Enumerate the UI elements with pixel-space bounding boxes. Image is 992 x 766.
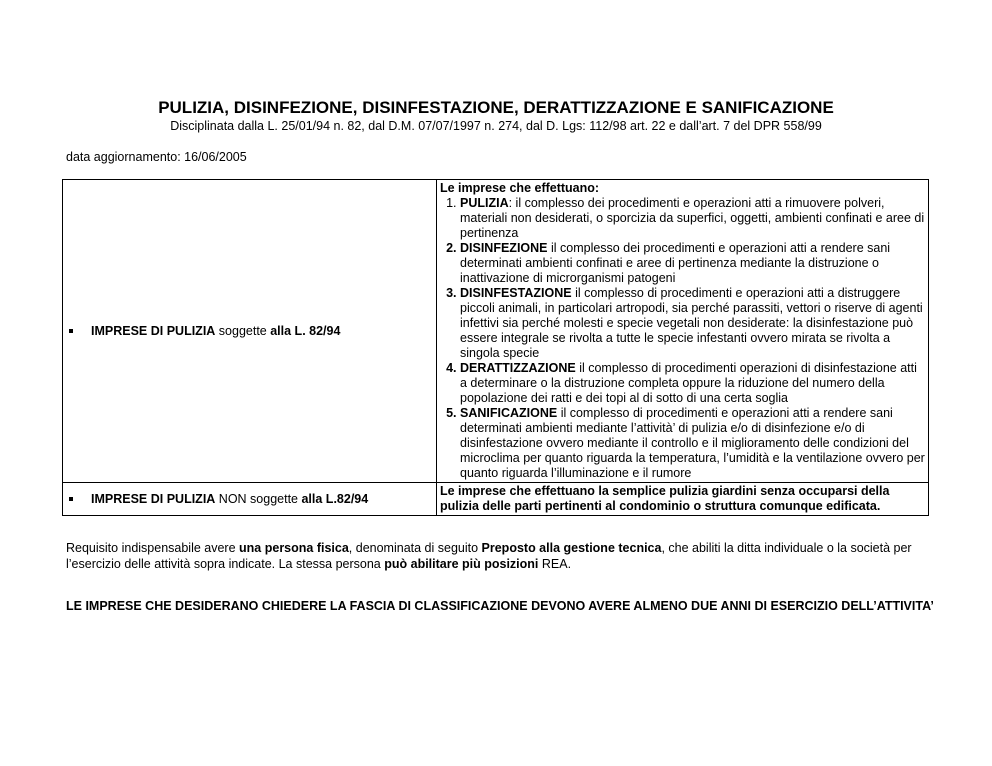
row2-right-text: Le imprese che effettuano la semplice pulizia giardini senza occuparsi della pulizia delle parti pertinenti al condominio o struttura comunque edificata. bbox=[440, 484, 890, 513]
row1-left-cell bbox=[63, 180, 437, 483]
list-item: 2. DISINFEZIONE il complesso dei procedimenti e operazioni atti a rendere sani determinati ambienti confinati e aree di pertinenza mediante la distruzione o inattivazione di microrganismi patogeni bbox=[460, 241, 926, 286]
bullet-icon bbox=[69, 497, 73, 501]
row2-left-cell bbox=[63, 483, 437, 516]
document-subtitle: Disciplinata dalla L. 25/01/94 n. 82, dal D.M. 07/07/1997 n. 274, dal D. Lgs: 112/98 art. 22 e dall’art. 7 del DPR 558/99 bbox=[170, 119, 822, 133]
update-date: data aggiornamento: 16/06/2005 bbox=[66, 150, 247, 164]
classification-notice: LE IMPRESE CHE DESIDERANO CHIEDERE LA FASCIA DI CLASSIFICAZIONE DEVONO AVERE ALMENO DUE ANNI DI ESERCIZIO DELL’ATTIVITA’ bbox=[66, 599, 934, 613]
bullet-icon bbox=[69, 329, 73, 333]
list-item: 3. DISINFESTAZIONE il complesso di procedimenti e operazioni atti a distruggere piccoli animali, in particolari artropodi, sia perché parassiti, vettori o riserve di agenti infettivi sia perché molesti e specie vegetali non desiderate: la disinfestazione può essere integrale se rivolta a tutte le specie infestanti ovvero mirata se rivolta a singola specie bbox=[460, 286, 926, 361]
categories-table bbox=[62, 179, 929, 516]
row2-left-text: IMPRESE DI PULIZIA NON soggette alla L.82/94 bbox=[91, 491, 369, 506]
definitions-list bbox=[440, 196, 926, 481]
list-item: 4. DERATTIZZAZIONE il complesso di procedimenti operazioni di disinfestazione atti a determinare o la distruzione completa oppure la riduzione del numero della popolazione dei ratti e dei topi al di sotto di una certa soglia bbox=[460, 361, 926, 406]
row1-intro: Le imprese che effettuano: bbox=[440, 181, 600, 195]
table-row bbox=[63, 180, 929, 483]
list-item: 1. PULIZIA: il complesso dei procedimenti e operazioni atti a rimuovere polveri, materiali non desiderati, o sporcizia da superfici, oggetti, ambienti confinati e aree di pertinenza bbox=[460, 196, 926, 241]
row1-left-text: IMPRESE DI PULIZIA soggette alla L. 82/94 bbox=[91, 323, 341, 338]
list-item: 5. SANIFICAZIONE il complesso di procedimenti e operazioni atti a rendere sani determinati ambienti mediante l’attività’ di pulizia e/o di disinfezione e/o di disinfestazione ovvero mediante il controllo e il miglioramento delle condizioni del microclima per quanto riguarda la temperatura, l’umidità e la ventilazione ovvero per quanto riguarda l’illuminazione e il rumore bbox=[460, 406, 926, 481]
row2-right-cell bbox=[437, 483, 929, 516]
document-title: PULIZIA, DISINFEZIONE, DISINFESTAZIONE, DERATTIZZAZIONE E SANIFICAZIONE bbox=[158, 98, 834, 117]
requirement-paragraph: Requisito indispensabile avere una persona fisica, denominata di seguito Preposto alla gestione tecnica, che abiliti la ditta individuale o la società per l’esercizio delle attività sopra indicate. La stessa persona può abilitare più posizioni REA. bbox=[66, 541, 912, 571]
table-row bbox=[63, 483, 929, 516]
row1-right-cell bbox=[437, 180, 929, 483]
